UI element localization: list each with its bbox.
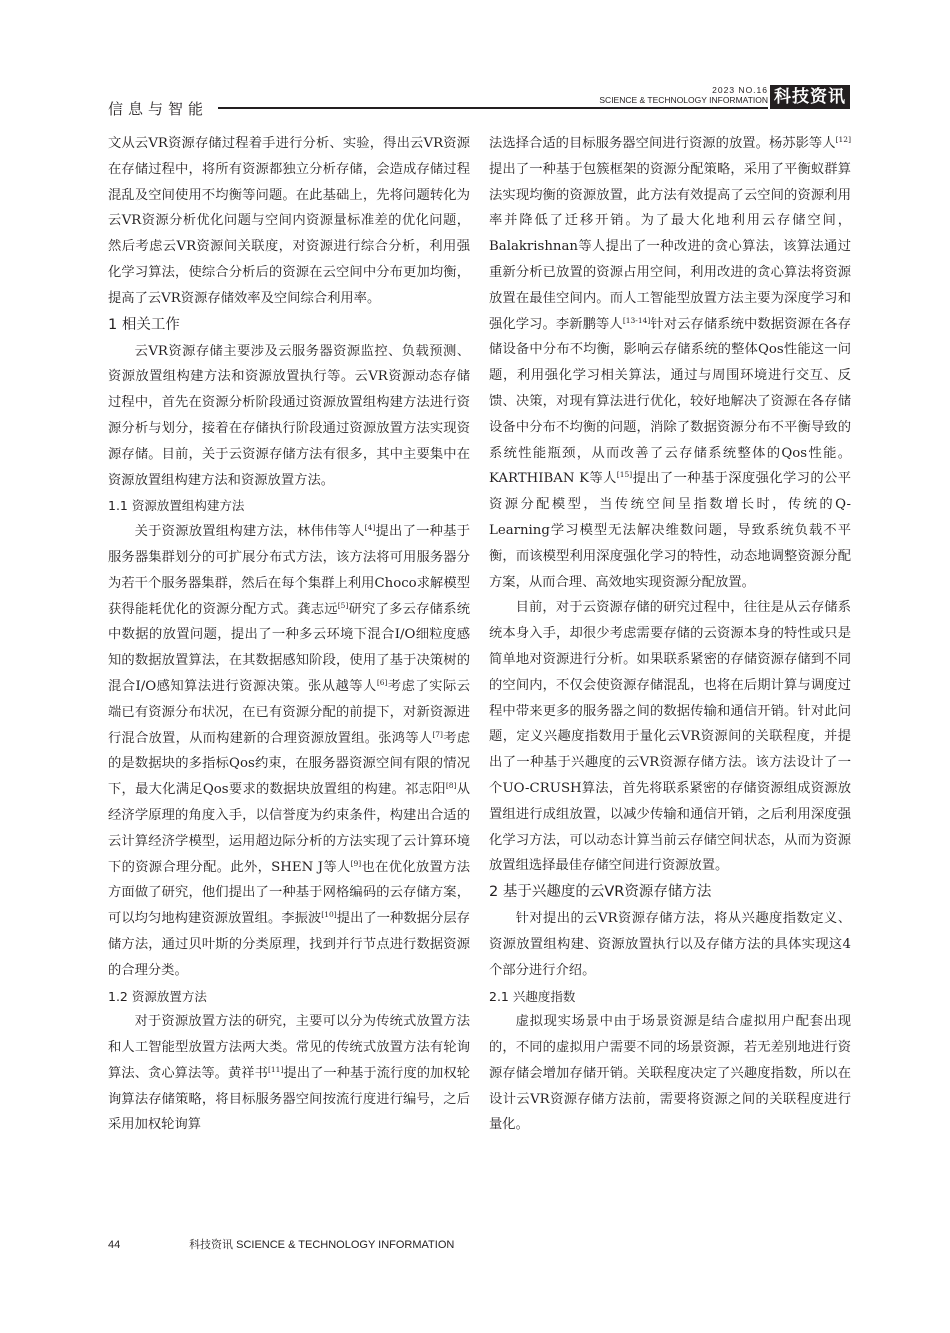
year-issue: 2023 NO.16 xyxy=(712,85,768,95)
text-run: 研究了多云存储系统中数据的放置问题，提出了一种多云环境下混合I/O细粒度感知的数据放置算法，在其数据感知阶段，使用了基于决策树的混合I/O感知算法进行资源决策。张从越等人 xyxy=(108,601,471,694)
text-run: 提出了一种数据分层存储方法，通过贝叶斯的分类原理，找到并行节点进行数据资源的合理分类。 xyxy=(108,911,471,978)
section-heading: 2 基于兴趣度的云VR资源存储方法 xyxy=(489,884,712,901)
text-run: 提出了一种基于流行度的加权轮询算法存储策略，将目标服务器空间按流行度进行编号，之后采用加权轮询算 xyxy=(108,1065,471,1133)
paragraph: 云VR资源存储主要涉及云服务器资源监控、负载预测、资源放置组构建方法和资源放置执行等。云VR资源动态存储过程中，首先在资源分析阶段通过资源放置组构建方法进行资源分析与划分，接着在存储执行阶段通过资源放置方法实现资源存储。目前，关于云资源存储方法有很多，其中主要集中在资源放置组构建方法和资源放置方法。 xyxy=(108,343,470,488)
text-run: 从经济学原理的角度入手，以信誉度为约束条件，构建出合适的云计算经济学模型，运用超边际分析的方法实现了云计算环境下的资源合理分配。此外，SHEN J等人 xyxy=(108,782,471,875)
journal-english-name: SCIENCE & TECHNOLOGY INFORMATION xyxy=(599,94,768,105)
footer-journal-name: 科技资讯 SCIENCE & TECHNOLOGY INFORMATION xyxy=(189,1239,455,1251)
citation-ref: [8] xyxy=(445,781,457,791)
citation-ref: [7] xyxy=(432,729,443,739)
paragraph xyxy=(489,131,851,595)
citation-ref: [4] xyxy=(364,523,376,533)
citation-ref: [10] xyxy=(321,910,337,920)
citation-ref: [12] xyxy=(835,135,851,144)
section-heading: 1 相关工作 xyxy=(108,316,180,333)
text-run: 提出了一种基于包簇框架的资源分配策略，采用了平衡蚁群算法实现均衡的资源放置，此方法有效提高了云空间的资源利用率并降低了迁移开销。为了最大化地利用云存储空间，Balakrishnan等人提出了一种改进的贪心算法，该算法通过重新分析已放置的资源占用空间，利用改进的贪心算法将资源放置在最佳空间内。而人工智能型放置方法主要为深度学习和强化学习。李新鹏等人 xyxy=(489,161,851,332)
page-footer xyxy=(108,1236,454,1252)
text-run: 提出了一种基于深度强化学习的公平资源分配模型，当传统空间呈指数增长时，传统的Q-Learning学习模型无法解决维数问题，导致系统负载不平衡，而该模型利用深度强化学习的特性，动态地调整资源分配方案，从而合理、高效地实现资源分配放置。 xyxy=(489,471,851,590)
subsection-heading: 1.1 资源放置组构建方法 xyxy=(108,498,245,514)
citation-ref: [9] xyxy=(350,858,362,868)
text-run: 也在优化放置方法方面做了研究，他们提出了一种基于网格编码的云存储方案，可以均匀地构建资源放置组。李振波 xyxy=(108,859,471,927)
text-run: 针对云存储系统中数据资源在各存储设备中分布不均衡，影响云存储系统的整体Qos性能这一问题，利用强化学习相关算法，通过与周围环境进行交互、反馈、决策，对现有算法进行优化，较好地解决了资源在各存储设备中分布不均衡的问题，消除了数据资源分布不平衡导致的系统性能瓶颈，从而改善了云存储系统整体的Qos性能。KARTHIBAN K等人 xyxy=(489,316,852,487)
text-run: 对于资源放置方法的研究，主要可以分为传统式放置方法和人工智能型放置方法两大类。常见的传统式放置方法有轮询算法、贪心算法等。黄祥书 xyxy=(108,1014,470,1081)
text-run: 关于资源放置组构建方法，林伟伟等人 xyxy=(134,524,365,540)
text-run: 提出了一种基于服务器集群划分的可扩展分布式方法，该方法将可用服务器分为若干个服务器集群，然后在每个集群上利用Choco求解模型获得能耗优化的资源分配方式。龚志远 xyxy=(108,524,471,617)
paragraph: 文从云VR资源存储过程着手进行分析、实验，得出云VR资源在存储过程中，将所有资源都独立分析存储，会造成存储过程混乱及空间使用不均衡等问题。在此基础上，先将问题转化为云VR资源分析优化问题与空间内资源量标准差的优化问题，然后考虑云VR资源间关联度，对资源进行综合分析，利用强化学习算法，使综合分析后的资源在云空间中分布更加均衡，提高了云VR资源存储效率及空间综合利用率。 xyxy=(108,136,470,306)
paragraph: 针对提出的云VR资源存储方法，将从兴趣度指数定义、资源放置组构建、资源放置执行以及存储方法的具体实现这4个部分进行介绍。 xyxy=(489,911,851,978)
text-run: 法选择合适的目标服务器空间进行资源的放置。杨苏影等人 xyxy=(489,136,836,151)
paragraph xyxy=(108,1009,470,1138)
paragraph: 虚拟现实场景中由于场景资源是结合虚拟用户配套出现的，不同的虚拟用户需要不同的场景资源，若无差别地进行资源存储会增加存储开销。关联程度决定了兴趣度指数，所以在设计云VR资源存储方法前，需要将资源之间的关联程度进行量化。 xyxy=(489,1014,851,1133)
paragraph xyxy=(108,519,470,983)
text-run: 考虑了实际云端已有资源分布状况，在已有资源分配的前提下，对新资源进行混合放置，从而构建新的合理资源放置组。张鸿等人 xyxy=(108,678,471,746)
header-rule xyxy=(218,107,768,109)
text-run: 考虑的是数据块的多指标Qos约束，在服务器资源空间有限的情况下，最大化满足Qos要求的数据块放置组的构建。祁志阳 xyxy=(108,730,471,798)
citation-ref: [11] xyxy=(267,1064,284,1074)
subsection-heading: 2.1 兴趣度指数 xyxy=(489,988,576,1004)
right-column xyxy=(489,131,851,1138)
page-number: 44 xyxy=(108,1239,121,1251)
citation-ref: [13-14] xyxy=(622,315,651,325)
journal-meta xyxy=(576,86,768,105)
subsection-heading: 1.2 资源放置方法 xyxy=(108,988,207,1004)
journal-brand-logo: 科技资讯 xyxy=(770,85,850,109)
citation-ref: [15] xyxy=(616,470,633,480)
paragraph: 目前，对于云资源存储的研究过程中，往往是从云存储系统本身入手，却很少考虑需要存储的云资源本身的特性或只是简单地对资源进行分析。如果联系紧密的存储资源存储到不同的空间内，不仅会使资源存储混乱，也将在后期计算与调度过程中带来更多的服务器之间的数据传输和通信开销。针对此问题，定义兴趣度指数用于量化云VR资源间的关联程度，并提出了一种基于兴趣度的云VR资源存储方法。该方法设计了一个UO-CRUSH算法，首先将联系紧密的存储资源组成资源放置组进行成组放置，以减少传输和通信开销，之后利用深度强化学习方法，可以动态计算当前云存储空间状态，从而为资源放置组选择最佳存储空间进行资源放置。 xyxy=(489,600,851,874)
citation-ref: [6] xyxy=(376,677,388,687)
left-column xyxy=(108,131,470,1138)
citation-ref: [5] xyxy=(337,600,349,610)
section-label: 信息与智能 xyxy=(108,100,209,118)
